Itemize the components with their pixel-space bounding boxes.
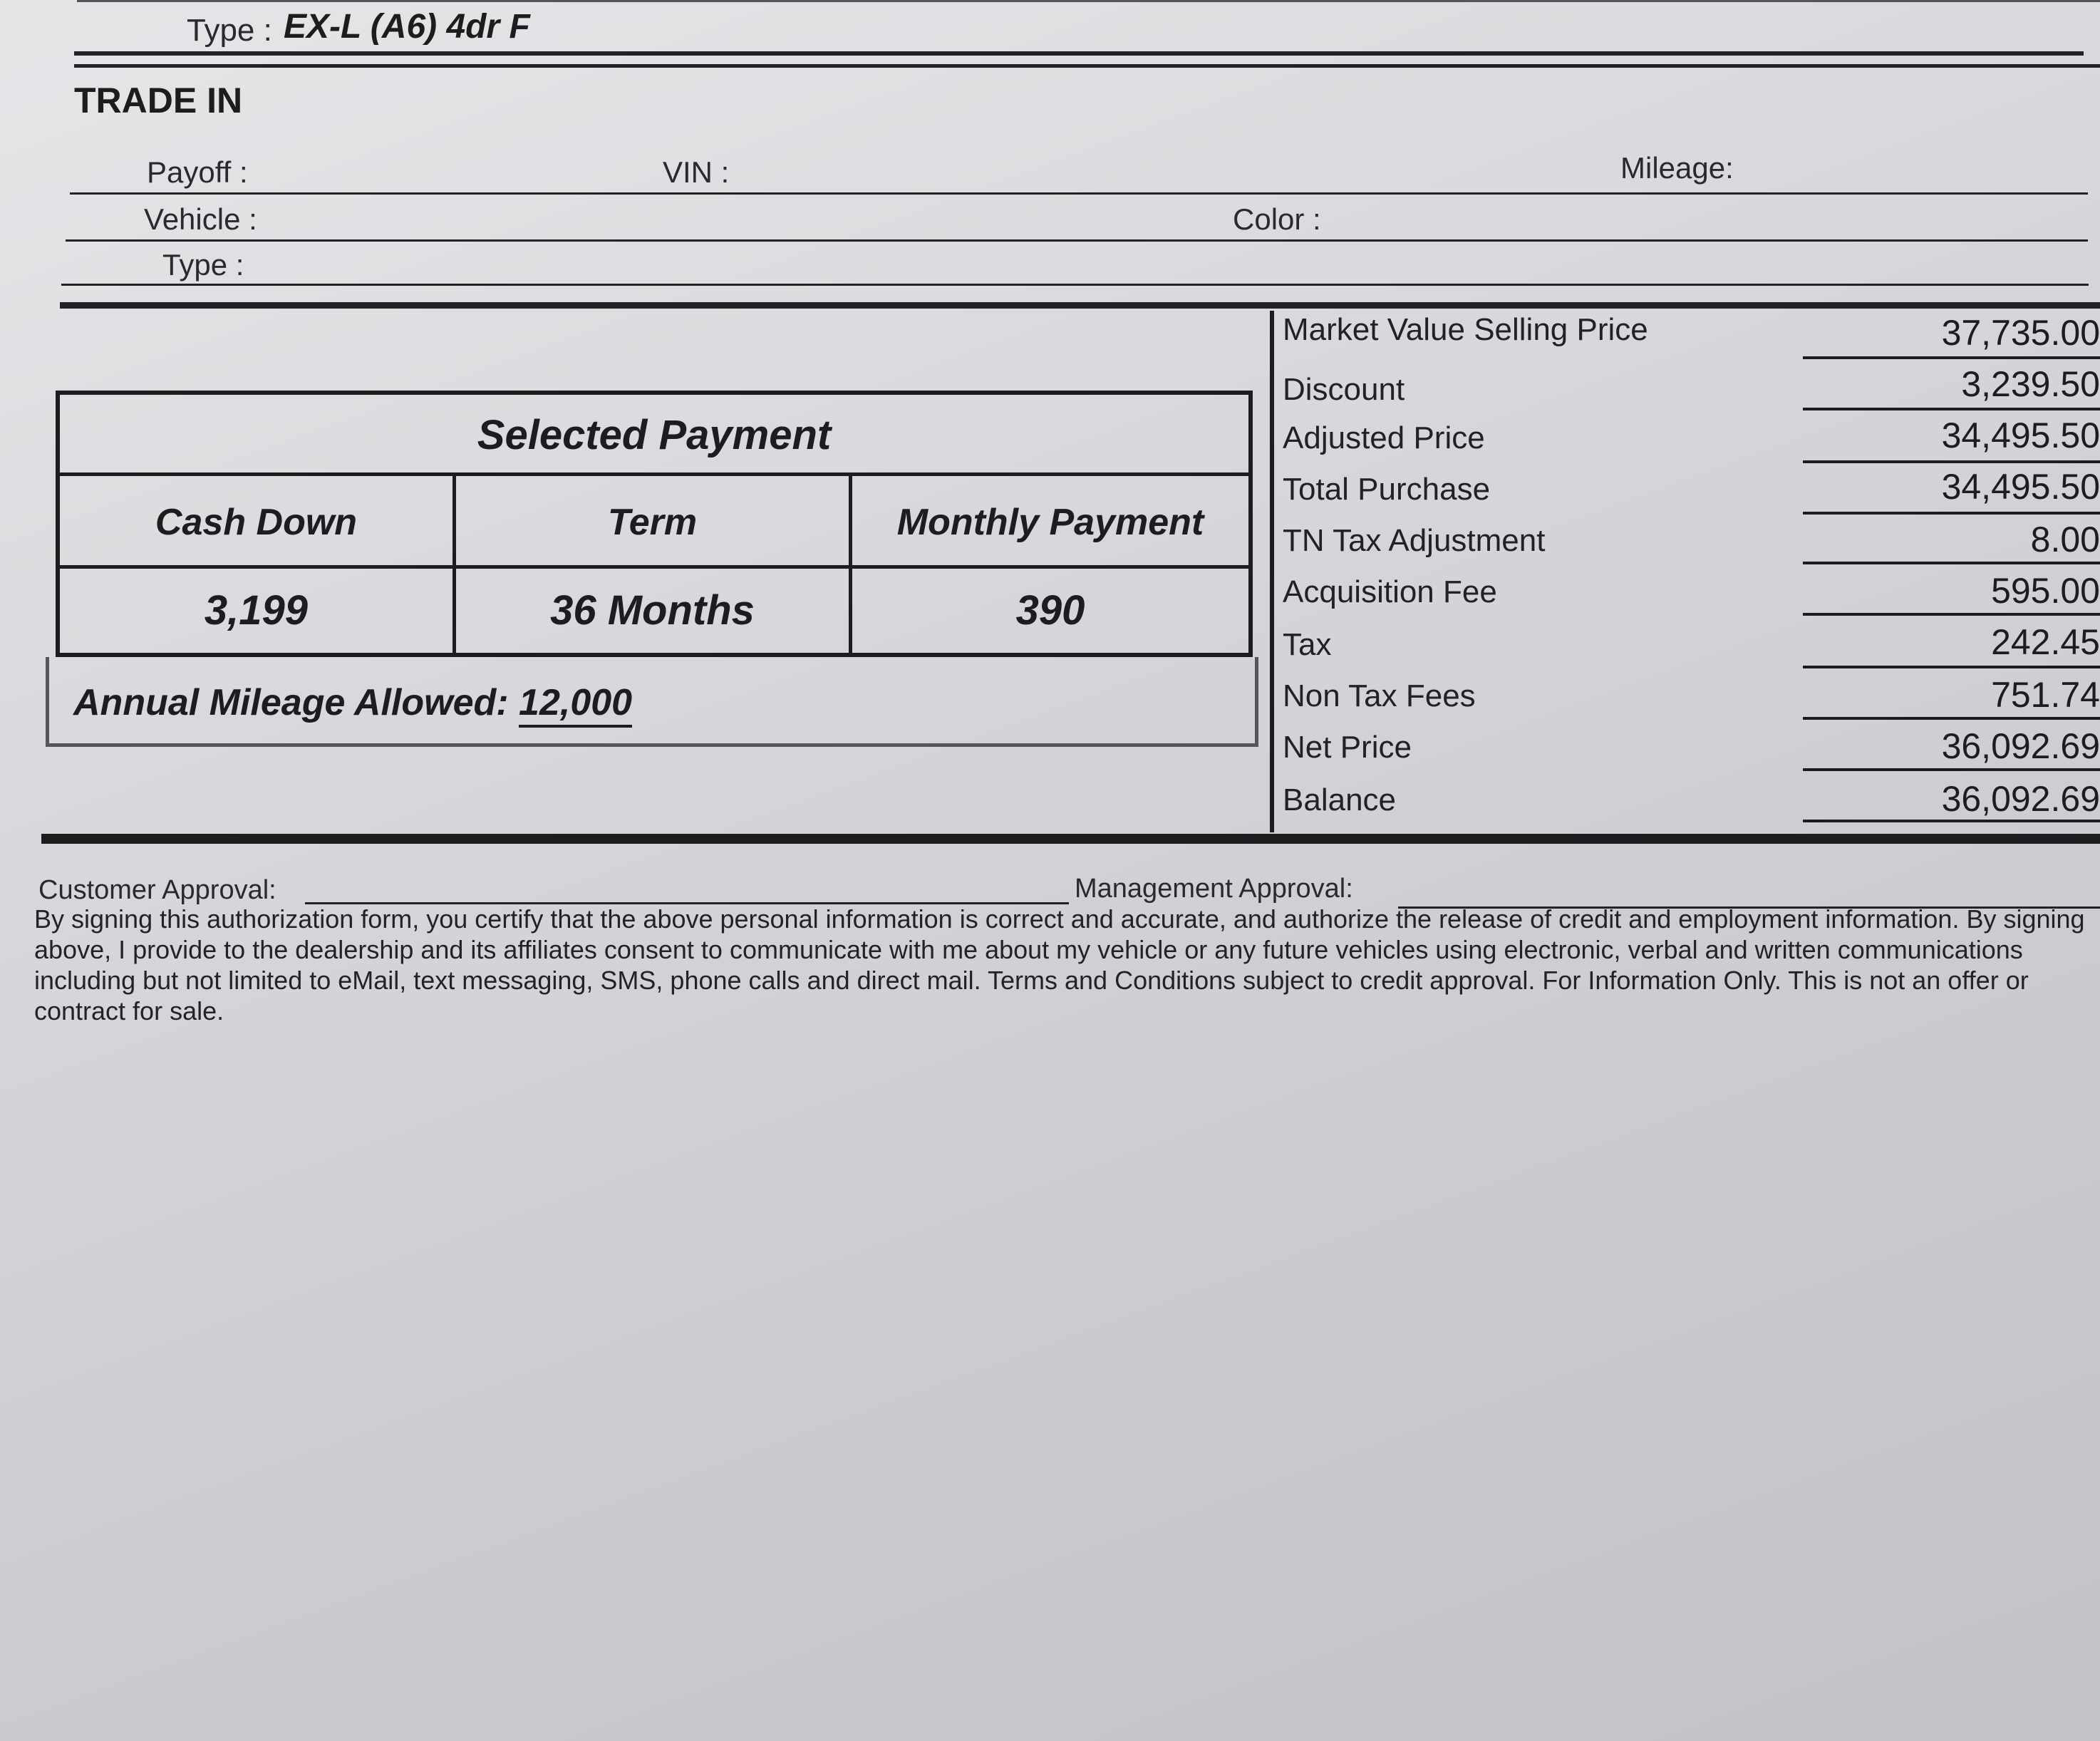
price-value: 595.00	[1991, 571, 2100, 611]
price-label: Adjusted Price	[1283, 420, 1485, 455]
section-rule-2	[74, 64, 2100, 68]
price-label: Balance	[1283, 782, 1397, 817]
price-label: Non Tax Fees	[1283, 678, 1476, 713]
annual-mileage-value: 12,000	[519, 682, 632, 728]
price-row-tax	[1283, 621, 2100, 673]
price-label: Discount	[1283, 372, 1405, 407]
management-approval-label: Management Approval:	[1075, 874, 1353, 904]
trade-type-label: Type :	[162, 248, 244, 281]
price-row-discount	[1283, 363, 2100, 415]
price-value: 8.00	[2030, 520, 2100, 559]
type-rule	[61, 284, 2089, 286]
price-row-adjusted-price	[1283, 415, 2100, 466]
payoff-rule	[70, 192, 2088, 195]
price-value: 37,735.00	[1941, 313, 2100, 353]
top-rule	[77, 0, 2100, 2]
payment-section-top-rule	[60, 302, 2100, 309]
price-rule	[1803, 768, 2100, 771]
vehicle-rule	[66, 239, 2088, 242]
price-rule	[1803, 717, 2100, 720]
price-label: Total Purchase	[1283, 472, 1491, 507]
mileage-label: Mileage:	[1620, 151, 1734, 185]
price-rule	[1803, 460, 2100, 463]
annual-mileage-box	[46, 657, 1258, 747]
price-value: 3,239.50	[1961, 364, 2100, 404]
price-label: Market Value Selling Price	[1283, 312, 1648, 347]
price-rule	[1803, 820, 2100, 822]
selected-payment-title: Selected Payment	[60, 395, 1248, 476]
customer-approval-label: Customer Approval:	[38, 875, 276, 905]
price-row-acquisition-fee	[1283, 570, 2100, 621]
price-value: 34,495.50	[1941, 415, 2100, 455]
price-rule	[1803, 666, 2100, 668]
price-value: 34,495.50	[1941, 467, 2100, 507]
price-row-market-value	[1283, 312, 2100, 363]
price-label: Net Price	[1283, 730, 1412, 765]
price-row-non-tax-fees	[1283, 674, 2100, 725]
term-value: 36 Months	[456, 569, 852, 653]
section-rule	[74, 51, 2084, 56]
annual-mileage-label: Annual Mileage Allowed:	[73, 682, 509, 723]
vehicle-type-value: EX-L (A6) 4dr F	[284, 8, 530, 46]
price-rule	[1803, 408, 2100, 410]
price-value: 36,092.69	[1941, 779, 2100, 819]
price-row-total-purchase	[1283, 466, 2100, 517]
price-value: 751.74	[1991, 675, 2100, 715]
vin-label: VIN :	[663, 155, 730, 189]
cash-down-value: 3,199	[60, 569, 456, 653]
price-value: 242.45	[1991, 622, 2100, 662]
trade-vehicle-label: Vehicle :	[144, 202, 257, 236]
price-rule	[1803, 512, 2100, 515]
payoff-label: Payoff :	[147, 155, 248, 189]
price-row-tn-tax-adjustment	[1283, 519, 2100, 570]
monthly-payment-value: 390	[1015, 587, 1085, 634]
selected-payment-table	[56, 391, 1253, 657]
column-divider	[1270, 311, 1274, 832]
monthly-payment-header: Monthly Payment	[852, 476, 1248, 569]
trade-in-heading: TRADE IN	[74, 81, 243, 120]
vehicle-type-label: Type :	[187, 13, 272, 48]
price-row-net-price	[1283, 725, 2100, 777]
color-label: Color :	[1233, 202, 1321, 236]
cash-down-header: Cash Down	[60, 476, 456, 569]
price-label: Tax	[1283, 627, 1332, 662]
price-row-balance	[1283, 778, 2100, 830]
price-label: TN Tax Adjustment	[1283, 523, 1546, 558]
payment-section-bottom-rule	[41, 834, 2100, 844]
price-value: 36,092.69	[1941, 726, 2100, 766]
term-header: Term	[456, 476, 852, 569]
price-label: Acquisition Fee	[1283, 574, 1497, 609]
price-rule	[1803, 562, 2100, 564]
price-rule	[1803, 613, 2100, 616]
authorization-disclaimer: By signing this authorization form, you certify that the above personal information is correct and accurate, and authorize the release of credit and employment information. By signing above, I provide to the dealership and its affiliates consent to communicate with me about my vehicle or any future vehicles using electronic, verbal and written communications including but not limited to eMail, text messaging, SMS, phone calls and direct mail. Terms and Conditions subject to credit approval. For Information Only. This is not an offer or contract for sale.	[34, 904, 2085, 1026]
annual-mileage-row	[73, 681, 632, 724]
price-rule	[1803, 356, 2100, 359]
